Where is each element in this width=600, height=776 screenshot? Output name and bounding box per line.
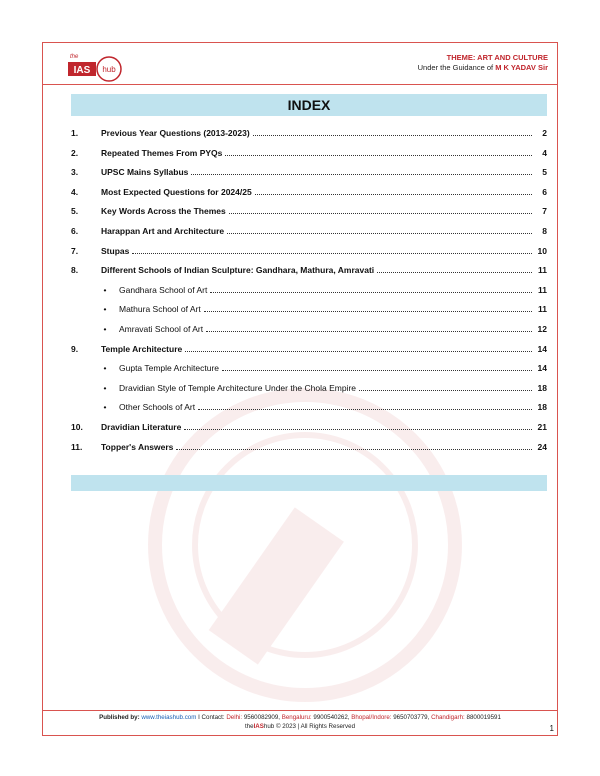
toc-entry-title: Harappan Art and Architecture (101, 226, 225, 236)
toc-entry[interactable] (71, 183, 547, 197)
toc-entry-number: 8. (71, 265, 79, 276)
toc-entry-title: Most Expected Questions for 2024/25 (101, 186, 252, 197)
toc-entry-title: UPSC Mains Syllabus (101, 167, 189, 178)
logo-hub-text: hub (102, 65, 116, 74)
page-footer (43, 713, 557, 731)
dot-leader (359, 389, 532, 391)
toc-entry-page: 24 (537, 441, 547, 452)
bullet-icon: • (103, 363, 107, 374)
dot-leader (222, 369, 532, 371)
bullet-icon: • (103, 324, 107, 334)
toc-entry-page: 12 (537, 324, 547, 334)
bullet-icon: • (103, 402, 107, 413)
toc-entry[interactable] (71, 438, 547, 452)
bengaluru-number: 9900540262, (311, 714, 352, 721)
toc-entry-page: 18 (537, 382, 547, 393)
dot-leader (377, 271, 532, 273)
chandigarh-label: Chandigarh: (431, 714, 465, 721)
toc-entry-number: 1. (71, 128, 79, 138)
ias-hub-logo (66, 50, 126, 84)
toc-entry-page: 4 (542, 147, 547, 158)
toc-entry[interactable] (71, 202, 547, 216)
toc-entry[interactable] (71, 124, 547, 138)
logo-ias-text: IAS (73, 65, 91, 76)
delhi-number: 9560082909, (242, 714, 282, 721)
toc-entry[interactable] (71, 163, 547, 177)
dot-leader (229, 212, 532, 214)
dot-leader (204, 310, 532, 312)
toc-entry-title: Topper's Answers (101, 441, 174, 452)
toc-entry-page: 11 (538, 284, 547, 295)
guidance-line (418, 63, 548, 73)
toc-entry-title: Previous Year Questions (2013-2023) (101, 128, 250, 138)
toc-entry[interactable] (71, 320, 547, 334)
footer-divider (43, 710, 557, 711)
toc-entry-page: 2 (542, 128, 547, 138)
theme-label: THEME: ART AND CULTURE (446, 53, 548, 62)
toc-entry[interactable] (71, 222, 547, 236)
toc-entry-page: 21 (537, 422, 547, 432)
toc-entry-title: Gupta Temple Architecture (119, 363, 220, 374)
index-title: INDEX (71, 94, 547, 116)
toc-entry-title: Temple Architecture (101, 343, 183, 354)
toc-entry[interactable] (71, 144, 547, 158)
toc-entry-title: Gandhara School of Art (119, 284, 208, 295)
dot-leader (184, 428, 532, 430)
theme-header (418, 53, 548, 73)
dot-leader (132, 252, 532, 254)
toc-entry-title: Amravati School of Art (119, 324, 204, 334)
toc-entry-page: 11 (538, 265, 547, 276)
dot-leader (210, 291, 532, 293)
contact-label: I Contact: (196, 714, 227, 721)
dot-leader (206, 330, 532, 332)
bengaluru-label: Bengaluru: (281, 714, 312, 721)
toc-entry-title: Mathura School of Art (119, 304, 201, 315)
page-number: 1 (549, 724, 554, 733)
toc-entry[interactable] (71, 398, 547, 412)
toc-entry-page: 7 (542, 206, 547, 217)
toc-entry-number: 4. (71, 186, 79, 197)
toc-entry-page: 18 (537, 402, 547, 413)
toc-entry[interactable] (71, 359, 547, 373)
toc-entry-title: Different Schools of Indian Sculpture: Gandhara, Mathura, Amravati (101, 265, 375, 276)
bullet-icon: • (103, 284, 107, 295)
website-link[interactable]: www.theiashub.com (141, 714, 197, 721)
toc-entry-number: 6. (71, 226, 79, 236)
toc-entry[interactable] (71, 281, 547, 295)
dot-leader (255, 193, 532, 195)
dot-leader (176, 448, 532, 450)
footer-copyright-line (43, 722, 557, 731)
brand-hub: hub (263, 723, 275, 730)
toc-entry[interactable] (71, 379, 547, 393)
dot-leader (253, 134, 532, 136)
chandigarh-number: 8800019591 (464, 714, 501, 721)
toc-entry-title: Dravidian Literature (101, 422, 182, 432)
toc-entry[interactable] (71, 242, 547, 256)
dot-leader (185, 350, 532, 352)
toc-entry-page: 8 (542, 226, 547, 236)
bullet-icon: • (103, 382, 107, 393)
toc-entry[interactable] (71, 418, 547, 432)
toc-entry-page: 11 (538, 304, 547, 315)
bhopal-number: 9650703779, (391, 714, 432, 721)
toc-entry[interactable] (71, 340, 547, 354)
toc-entry-page: 14 (537, 343, 547, 354)
toc-entry-number: 10. (71, 422, 83, 432)
toc-entry-page: 14 (537, 363, 547, 374)
toc-entry-page: 6 (542, 186, 547, 197)
bhopal-label: Bhopal/Indore: (351, 714, 392, 721)
brand-ias: IAS (253, 723, 264, 730)
toc-entry-title: Other Schools of Art (119, 402, 196, 413)
index-footer-band (71, 475, 547, 491)
delhi-label: Delhi: (226, 714, 243, 721)
header-divider (43, 84, 557, 85)
dot-leader (198, 408, 532, 410)
toc-entry-title: Repeated Themes From PYQs (101, 147, 223, 158)
toc-entry-number: 11. (71, 441, 83, 452)
footer-contact-line (43, 713, 557, 722)
toc-entry[interactable] (71, 300, 547, 314)
toc-entry[interactable] (71, 261, 547, 275)
guidance-name: M K YADAV Sir (495, 63, 548, 72)
dot-leader (225, 154, 532, 156)
brand-the: the (244, 723, 254, 730)
toc-entry-number: 3. (71, 167, 79, 178)
toc-entry-title: Key Words Across the Themes (101, 206, 226, 217)
dot-leader (191, 173, 532, 175)
toc-entry-number: 7. (71, 245, 79, 256)
guidance-prefix: Under the Guidance of (417, 63, 496, 72)
toc-entry-number: 2. (71, 147, 79, 158)
toc-entry-number: 5. (71, 206, 79, 217)
dot-leader (227, 232, 532, 234)
copyright-text: © 2023 | All Rights Reserved (274, 723, 356, 730)
toc-entry-page: 10 (537, 245, 547, 256)
published-label: Published by: (99, 714, 142, 721)
toc-entry-number: 9. (71, 343, 79, 354)
toc-entry-page: 5 (542, 167, 547, 178)
logo-the-text: the (70, 54, 79, 60)
toc-entry-title: Stupas (101, 245, 130, 256)
toc-entry-title: Dravidian Style of Temple Architecture Under the Chola Empire (119, 382, 357, 393)
bullet-icon: • (103, 304, 107, 315)
